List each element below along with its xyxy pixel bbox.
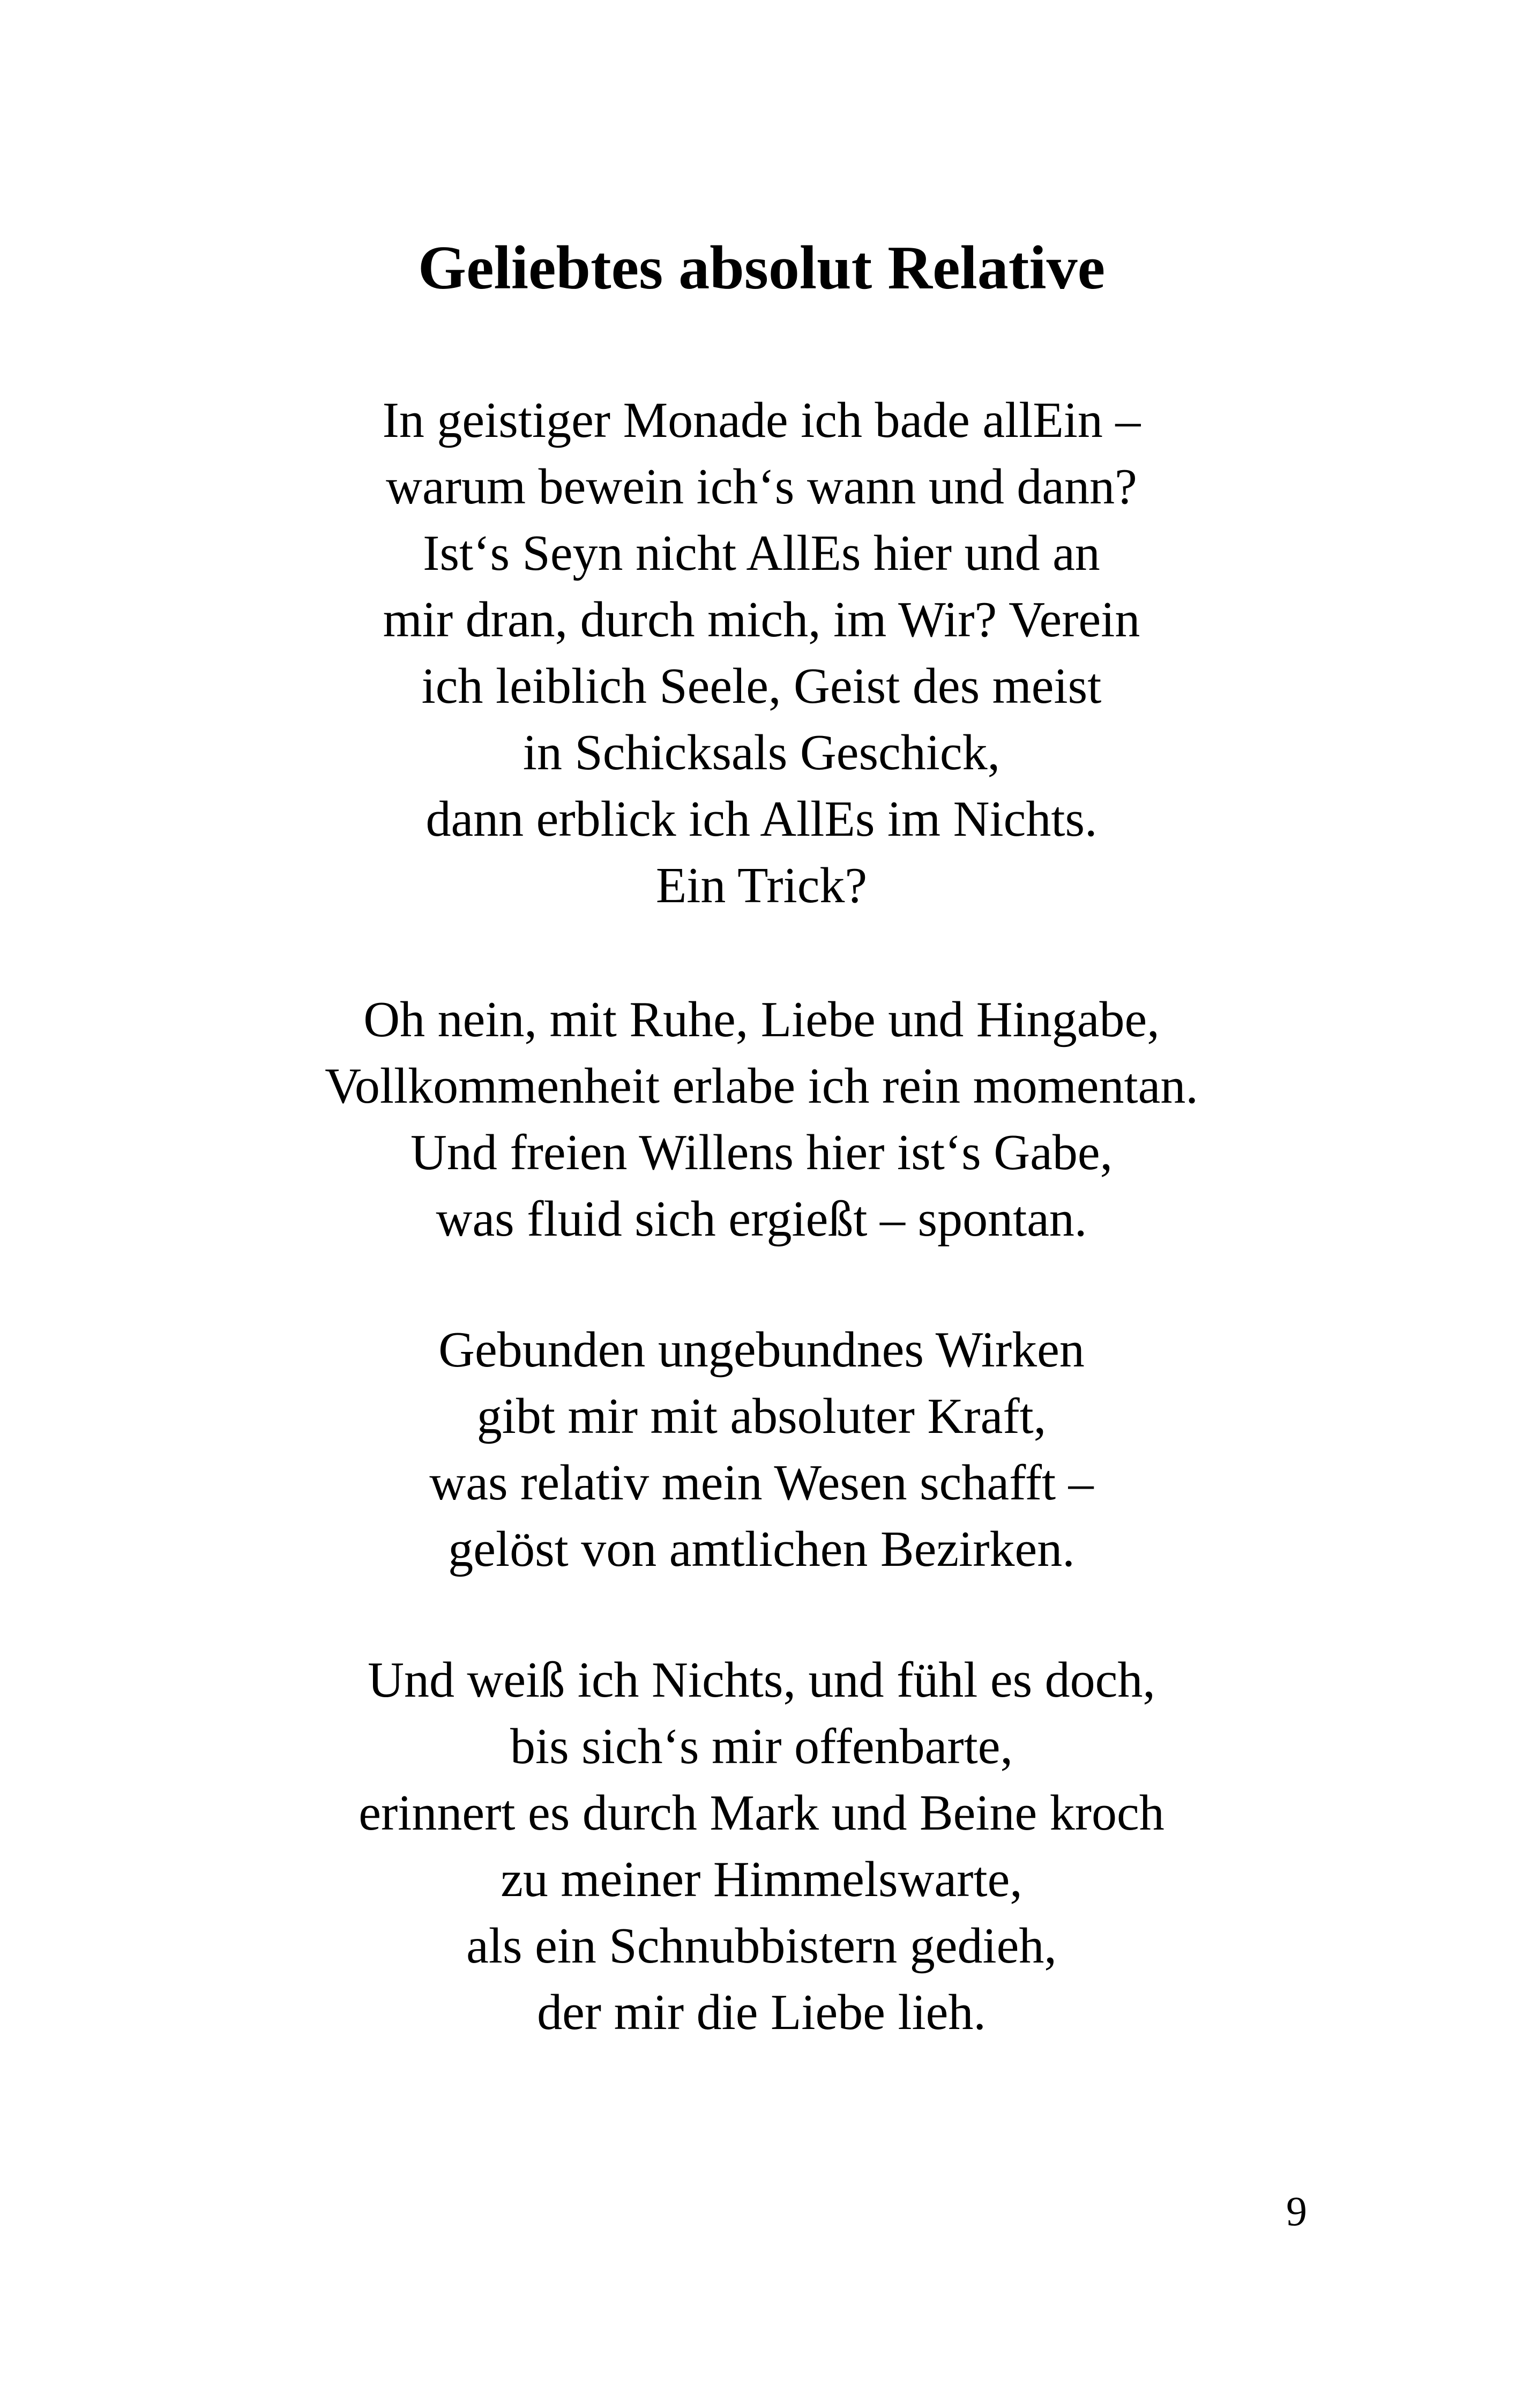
poem-line: ich leiblich Seele, Geist des meist [421, 658, 1102, 714]
poem-line: gelöst von amtlichen Bezirken. [448, 1521, 1075, 1577]
poem-line: Oh nein, mit Ruhe, Liebe und Hingabe, [363, 992, 1160, 1047]
poem-line: bis sich‘s mir offenbarte, [510, 1719, 1013, 1774]
poem-line: Gebunden ungebundnes Wirken [438, 1322, 1085, 1378]
poem-line: was relativ mein Wesen schafft – [429, 1455, 1094, 1511]
stanza-3 [0, 1317, 1523, 1582]
poem-line: warum bewein ich‘s wann und dann? [386, 459, 1137, 515]
stanza-1 [0, 387, 1523, 919]
poem-line: Ein Trick? [655, 858, 868, 913]
poem-line: gibt mir mit absoluter Kraft, [476, 1388, 1047, 1444]
stanza-4 [0, 1647, 1523, 2046]
poem-line: dann erblick ich AllEs im Nichts. [425, 791, 1098, 847]
poem-line: In geistiger Monade ich bade allEin – [382, 392, 1141, 448]
poem-line: als ein Schnubbistern gedieh, [466, 1918, 1057, 1974]
poem-line: Und freien Willens hier ist‘s Gabe, [410, 1125, 1113, 1180]
poem-line: der mir die Liebe lieh. [537, 1985, 986, 2040]
page-number: 9 [1286, 2188, 1307, 2234]
stanza-2 [0, 986, 1523, 1252]
poem-line: zu meiner Himmelswarte, [501, 1852, 1022, 1907]
poem-line: erinnert es durch Mark und Beine kroch [359, 1785, 1164, 1841]
poem-line: mir dran, durch mich, im Wir? Verein [383, 592, 1140, 648]
poem-title: Geliebtes absolut Relative [417, 234, 1106, 302]
poem-line: in Schicksals Geschick, [522, 725, 1001, 781]
poem-line: was fluid sich ergießt – spontan. [436, 1191, 1087, 1247]
poem-line: Ist‘s Seyn nicht AllEs hier und an [423, 525, 1100, 581]
poem-line: Und weiß ich Nichts, und fühl es doch, [368, 1652, 1155, 1708]
poem-line: Vollkommenheit erlabe ich rein momentan. [325, 1058, 1198, 1114]
